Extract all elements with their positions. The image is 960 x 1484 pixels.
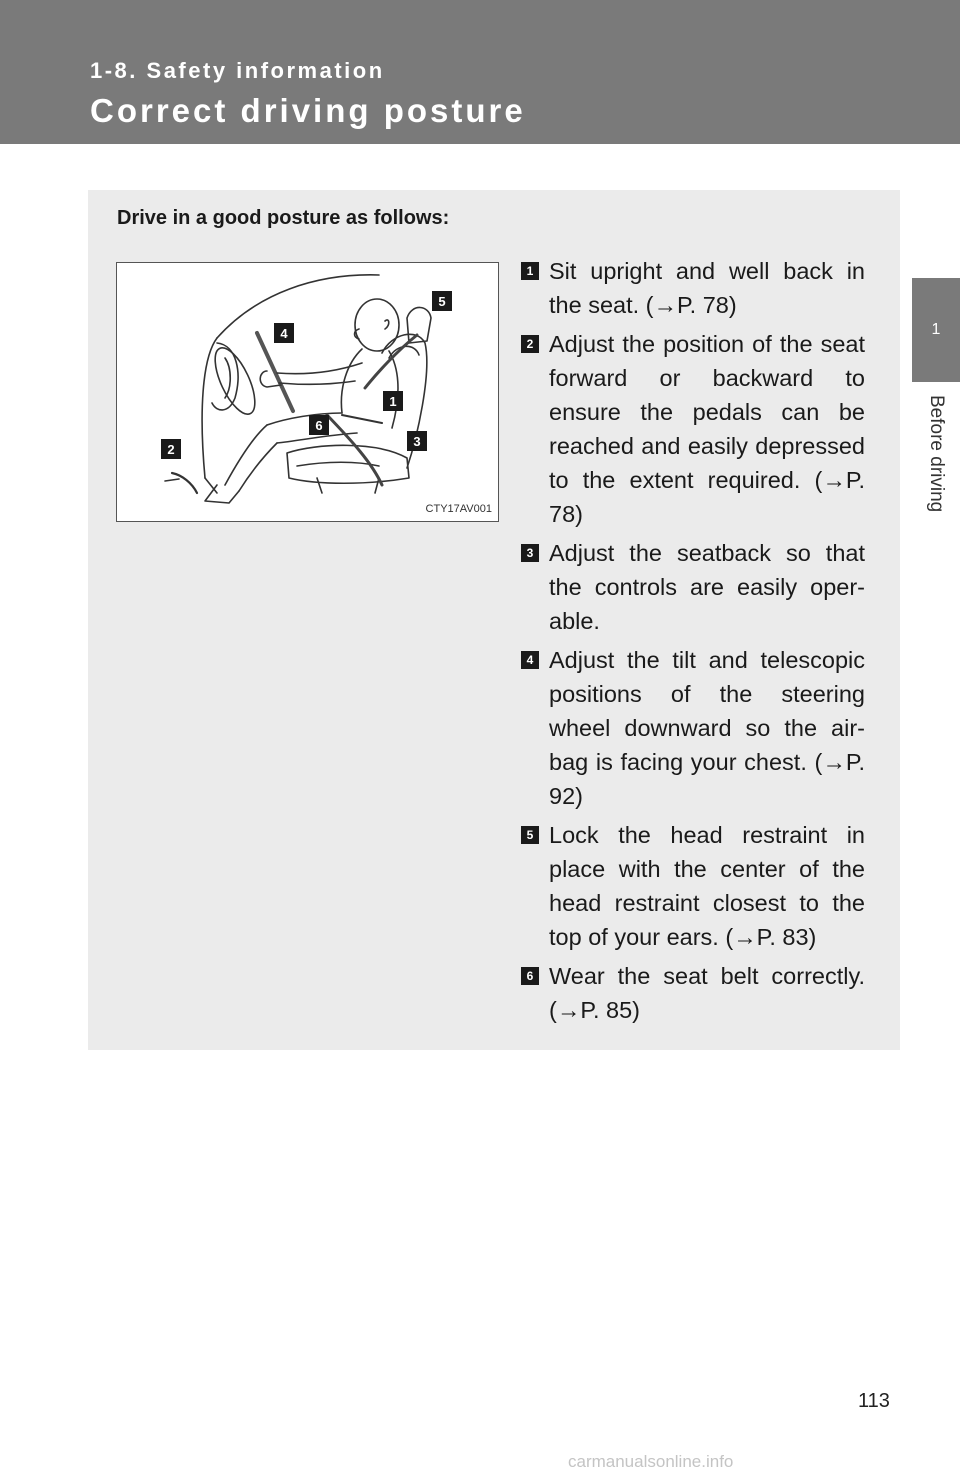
intro-text: Drive in a good posture as follows:	[117, 207, 450, 229]
step-text: Adjust the position of the seat forward or backward to ensure the pedals can be reached and easily depressed to the extent required. (→P. 78)	[549, 331, 865, 527]
callout-6: 6	[309, 415, 329, 435]
step-text: Adjust the seatback so that the controls are easily oper-able.	[549, 540, 865, 634]
posture-steps	[521, 254, 865, 1032]
step-number-badge: 3	[521, 544, 539, 562]
callout-5: 5	[432, 291, 452, 311]
step-5	[521, 818, 865, 954]
page-header	[0, 0, 960, 144]
step-text: Sit upright and well back in the seat. (→P. 78)	[549, 258, 865, 318]
step-2	[521, 327, 865, 531]
page-number: 113	[858, 1390, 890, 1412]
chapter-tab[interactable]	[912, 278, 960, 382]
step-1	[521, 254, 865, 322]
callout-1: 1	[383, 391, 403, 411]
figure-code: CTY17AV001	[425, 503, 492, 515]
step-4	[521, 643, 865, 813]
step-text: Lock the head restraint in place with the center of the head restraint closest to the top of your ears. (→P. 83)	[549, 822, 865, 950]
step-number-badge: 5	[521, 826, 539, 844]
chapter-label: Before driving	[926, 395, 947, 513]
step-text: Wear the seat belt correctly. (→P. 85)	[549, 963, 865, 1023]
page-title: Correct driving posture	[90, 92, 526, 129]
watermark: carmanualsonline.info	[568, 1452, 734, 1471]
step-number-badge: 4	[521, 651, 539, 669]
step-text: Adjust the tilt and telescopic positions of the steering wheel downward so the air-bag is facing your chest. (→P. 92)	[549, 647, 865, 809]
callout-3: 3	[407, 431, 427, 451]
step-number-badge: 1	[521, 262, 539, 280]
step-3	[521, 536, 865, 638]
step-number-badge: 2	[521, 335, 539, 353]
chapter-number: 1	[931, 321, 941, 338]
callout-4: 4	[274, 323, 294, 343]
step-number-badge: 6	[521, 967, 539, 985]
step-6	[521, 959, 865, 1027]
driving-posture-illustration	[116, 262, 499, 522]
callout-2: 2	[161, 439, 181, 459]
section-label: 1-8. Safety information	[90, 58, 385, 83]
